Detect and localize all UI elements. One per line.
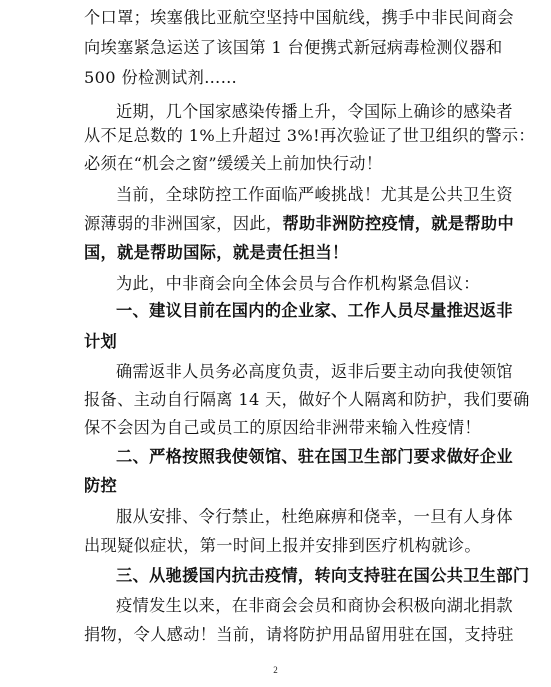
- heading-1-line-2: [84, 331, 472, 353]
- text-run: 确需返非人员务必高度负责，返非后要主动向我使领馆: [116, 362, 513, 381]
- para-3-line-3: [84, 242, 472, 264]
- text-run: 从不足总数的 1%上升超过 3%!再次验证了世卫组织的警示：: [84, 126, 535, 145]
- para-6-line-2: [84, 535, 481, 557]
- heading-2-line-2: [84, 475, 472, 497]
- text-run: 服从安排、令行禁止，杜绝麻痹和侥幸，一旦有人身体: [116, 507, 513, 526]
- para-6-line-1: [116, 506, 513, 528]
- text-run: 出现疑似症状，第一时间上报并安排到医疗机构就诊。: [84, 536, 481, 555]
- page-number: 2: [273, 665, 278, 675]
- text-run: 当前，全球防控工作面临严峻挑战！尤其是公共卫生资: [116, 185, 513, 204]
- text-run: 个口罩；埃塞俄比亚航空坚持中国航线，携手中非民间商会: [84, 8, 514, 27]
- text-run: 疫情发生以来，在非商会会员和商协会积极向湖北捐款: [116, 596, 513, 615]
- text-run: 向埃塞紧急运送了该国第 1 台便携式新冠病毒检测仪器和: [84, 38, 503, 57]
- bold-text: 三、从驰援国内抗击疫情，转向支持驻在国公共卫生部门: [116, 566, 530, 585]
- para-1-line-2: [84, 37, 503, 59]
- para-2-line-1: [116, 101, 513, 123]
- para-5-line-2: [84, 389, 530, 411]
- bold-text: 国，就是帮助国际，就是责任担当！: [84, 243, 349, 262]
- heading-1-line-1: [116, 300, 513, 322]
- para-3-line-2: [84, 213, 514, 235]
- text-run: 源薄弱的非洲国家，因此，: [84, 214, 283, 233]
- text-run: 必须在“机会之窗”缓缓关上前加快行动！: [84, 154, 383, 173]
- para-5-line-1: [116, 361, 513, 383]
- para-7-line-2: [84, 624, 514, 646]
- text-run: 报备、主动自行隔离 14 天，做好个人隔离和防护，我们要确: [84, 390, 530, 409]
- para-2-line-2: [84, 125, 535, 147]
- para-1-line-1: [84, 7, 514, 29]
- bold-text: 二、严格按照我使领馆、驻在国卫生部门要求做好企业: [116, 447, 513, 466]
- para-5-line-3: [84, 417, 481, 439]
- text-run: 捐物，令人感动！当前，请将防护用品留用驻在国，支持驻: [84, 625, 514, 644]
- bold-text: 一、建议目前在国内的企业家、工作人员尽量推迟返非: [116, 301, 513, 320]
- para-1-line-3: [84, 67, 472, 89]
- text-run: 500 份检测试剂……: [84, 68, 238, 87]
- bold-text: 计划: [84, 332, 118, 351]
- para-3-line-1: [116, 184, 513, 206]
- text-run: 保不会因为自己或员工的原因给非洲带来输入性疫情！: [84, 418, 481, 437]
- text-run: 为此，中非商会向全体会员与合作机构紧急倡议：: [116, 274, 480, 293]
- para-7-line-1: [116, 595, 513, 617]
- para-2-line-3: [84, 153, 472, 175]
- heading-2-line-1: [116, 446, 513, 468]
- bold-text: 防控: [84, 476, 118, 495]
- text-run: 近期，几个国家感染传播上升，令国际上确诊的感染者: [116, 102, 513, 121]
- para-4-line-1: [116, 273, 480, 295]
- bold-text: 帮助非洲防控疫情，就是帮助中: [282, 214, 514, 233]
- heading-3: [116, 565, 530, 587]
